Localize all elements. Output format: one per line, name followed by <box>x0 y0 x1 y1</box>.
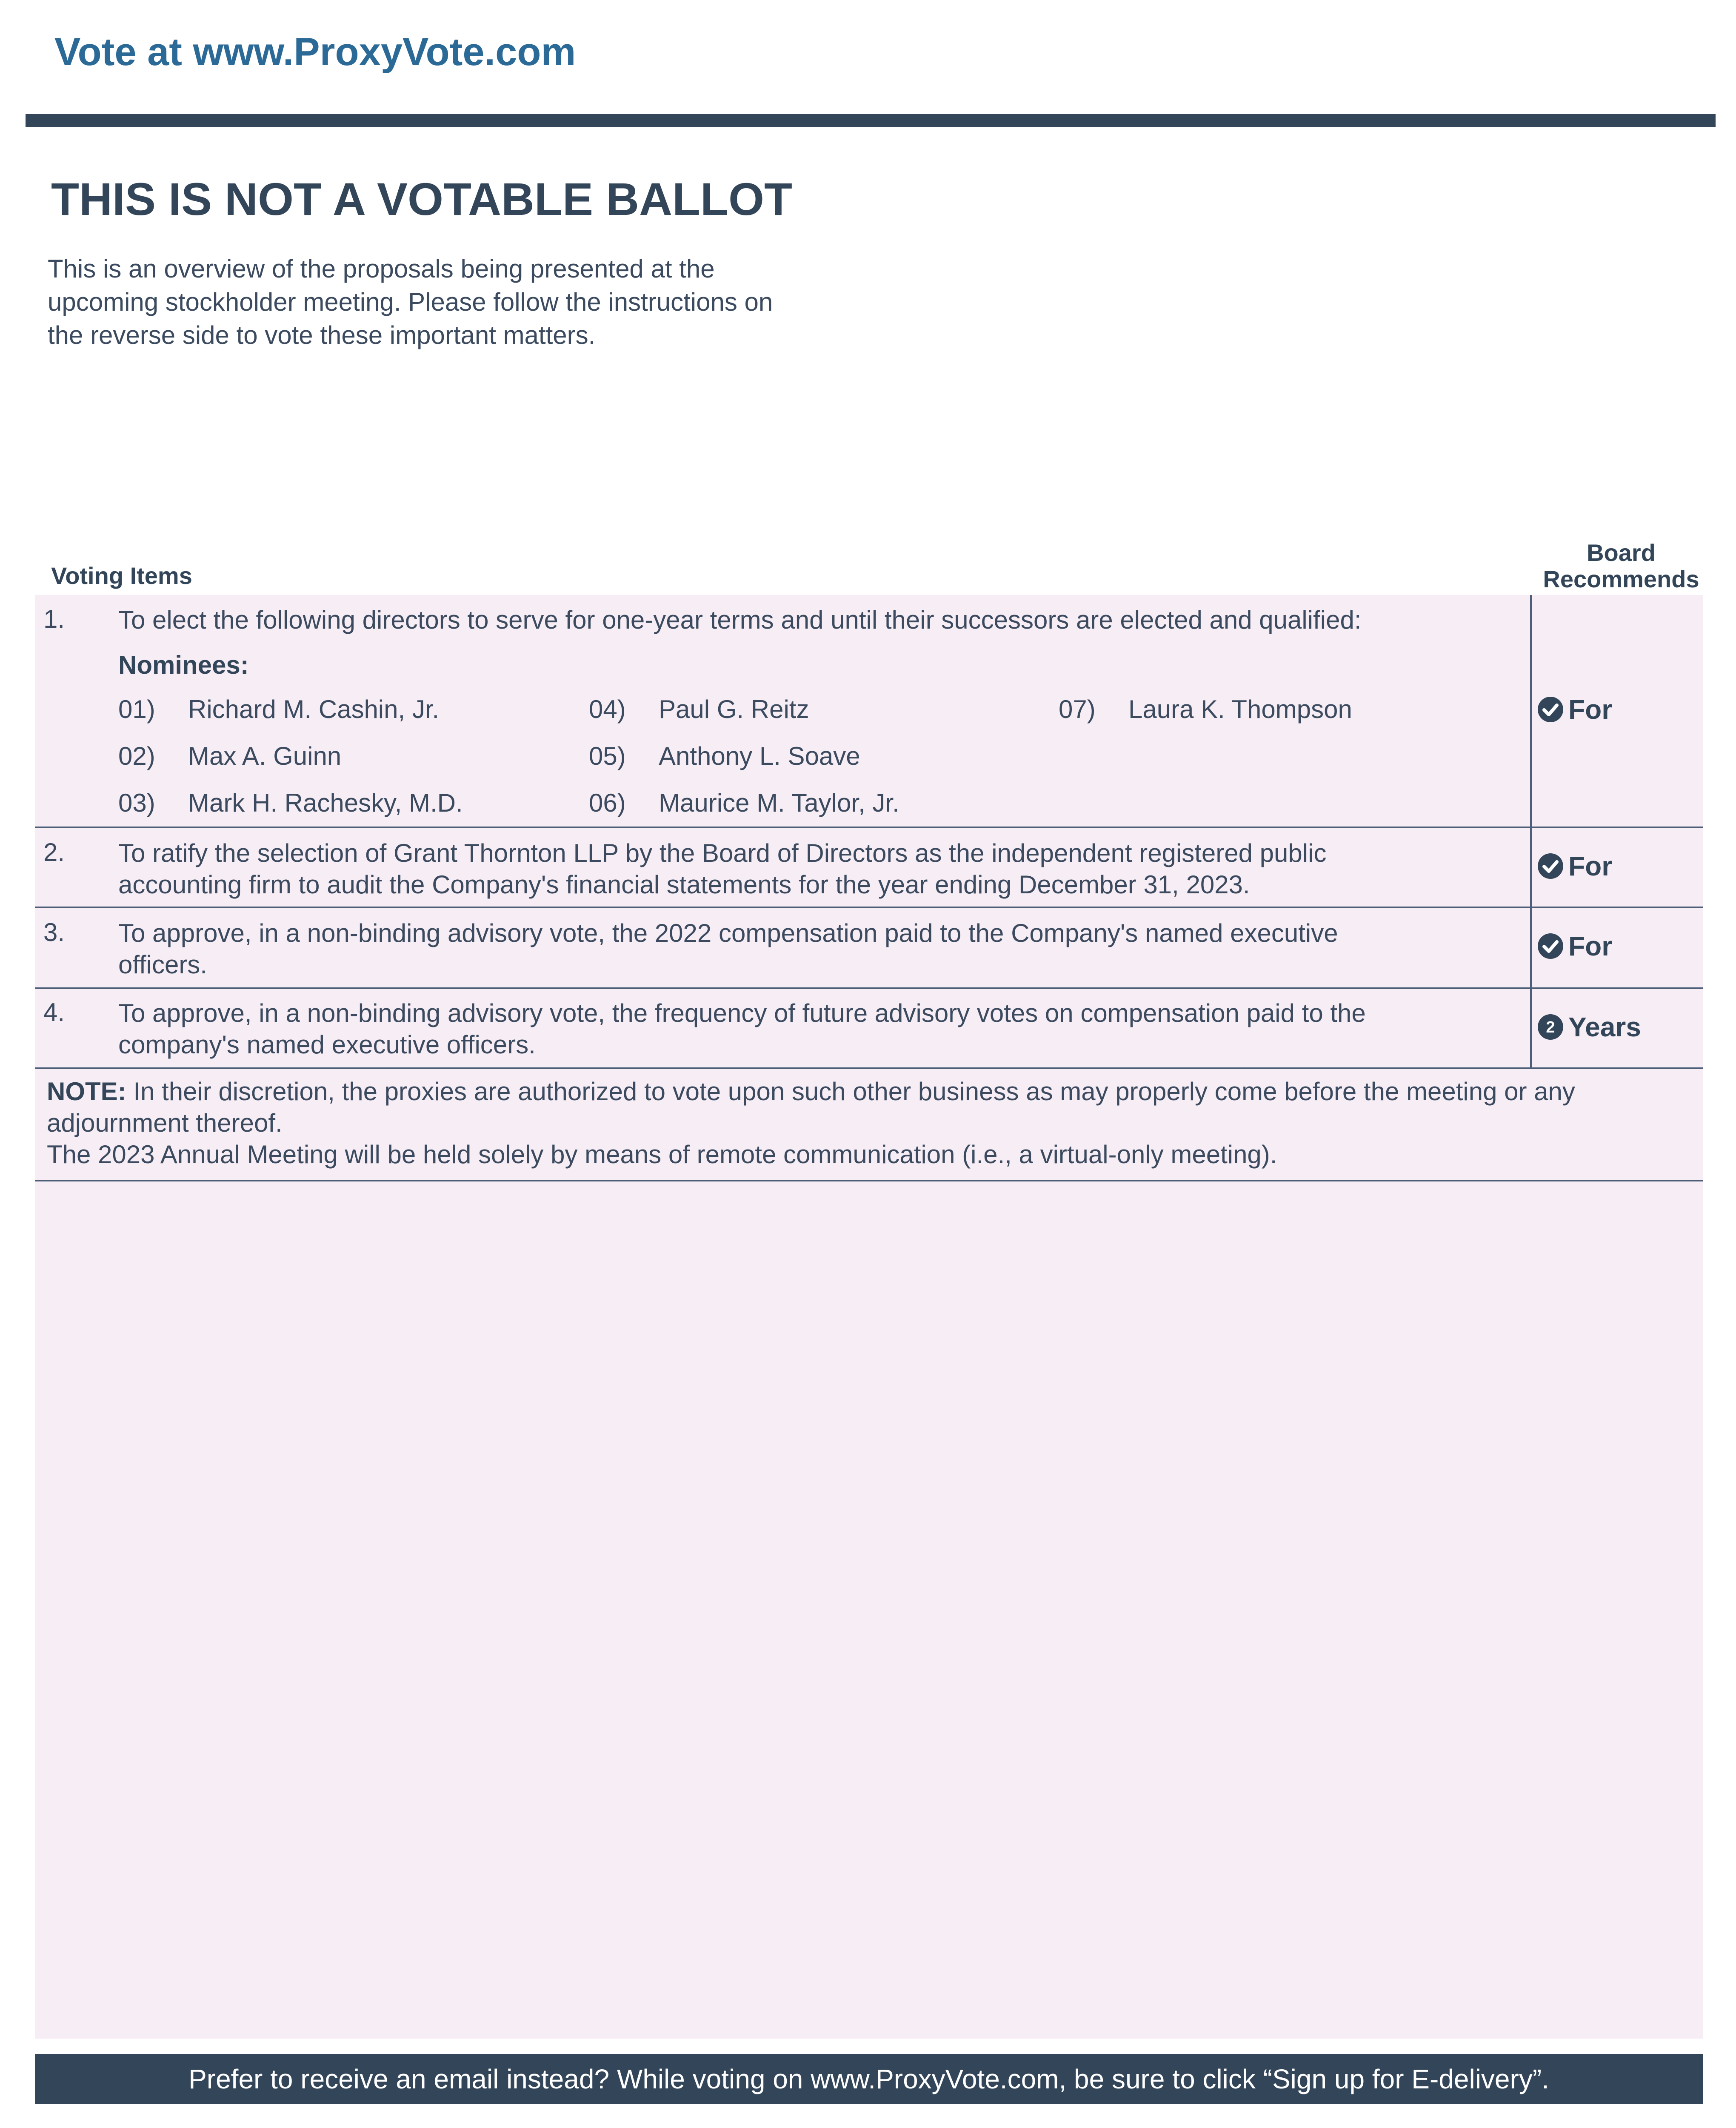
nominee-name: Mark H. Rachesky, M.D. <box>188 789 463 817</box>
recommendation-label: For <box>1568 851 1613 881</box>
overview-line: the reverse side to vote these important matters. <box>48 321 596 349</box>
number-circle-icon <box>1537 1013 1564 1041</box>
proxyvote-link[interactable]: Vote at www.ProxyVote.com <box>54 30 576 74</box>
nominee-name: Paul G. Reitz <box>659 695 809 724</box>
nominee-index: 02) <box>118 742 155 770</box>
item-text-line: officers. <box>118 950 207 979</box>
item-text-line: company's named executive officers. <box>118 1030 536 1059</box>
item-text-line: accounting firm to audit the Company's financial statements for the year ending December 31, 2023. <box>118 870 1250 899</box>
nominee-index: 04) <box>589 695 626 724</box>
recommendation-label: For <box>1568 694 1613 725</box>
nominee-name: Anthony L. Soave <box>659 742 860 770</box>
item-text-line: To approve, in a non-binding advisory vote, the frequency of future advisory votes on compensation paid to the <box>118 999 1366 1027</box>
nominee-index: 07) <box>1059 695 1096 724</box>
item-2-text <box>118 838 1510 901</box>
nominee-name: Max A. Guinn <box>188 742 342 770</box>
voting-items-header: Voting Items <box>51 562 192 589</box>
item-3-text <box>118 918 1510 981</box>
check-circle-icon <box>1537 696 1564 723</box>
row-divider <box>35 987 1703 989</box>
note-body: In their discretion, the proxies are authorized to vote upon such other business as may properly come before the meeting or any adjournment thereof. <box>47 1077 1575 1137</box>
item-4-recommendation <box>1537 1011 1707 1043</box>
overview-line: upcoming stockholder meeting. Please follow the instructions on <box>48 288 773 316</box>
header-divider <box>26 114 1716 127</box>
note-text <box>47 1076 1698 1139</box>
note-block <box>47 1076 1698 1170</box>
item-number: 4. <box>43 998 65 1027</box>
nominee-name: Richard M. Cashin, Jr. <box>188 695 440 724</box>
item-text-line: To approve, in a non-binding advisory vote, the 2022 compensation paid to the Company's named executive <box>118 919 1338 947</box>
nominee-name: Maurice M. Taylor, Jr. <box>659 789 899 817</box>
frequency-badge-number: 2 <box>1546 1018 1555 1036</box>
recommendation-label: For <box>1568 931 1613 961</box>
check-circle-icon <box>1537 852 1564 880</box>
nominees-label: Nominees: <box>118 651 249 679</box>
edelivery-text: Prefer to receive an email instead? While voting on www.ProxyVote.com, be sure to click “Sign up for E-delivery”. <box>188 2064 1549 2094</box>
row-divider <box>35 827 1703 828</box>
nominee-name: Laura K. Thompson <box>1128 695 1352 724</box>
board-header-line: Recommends <box>1543 566 1699 592</box>
item-3-recommendation <box>1537 930 1707 962</box>
meeting-text: The 2023 Annual Meeting will be held solely by means of remote communication (i.e., a virtual-only meeting). <box>47 1140 1277 1169</box>
board-recommends-header <box>1532 540 1710 592</box>
item-text-line: To ratify the selection of Grant Thornton LLP by the Board of Directors as the independent registered public <box>118 839 1327 867</box>
item-number: 1. <box>43 605 65 633</box>
row-divider <box>35 907 1703 908</box>
board-header-line: Board <box>1587 539 1656 566</box>
item-number: 3. <box>43 918 65 947</box>
overview-line: This is an overview of the proposals being presented at the <box>48 255 715 283</box>
check-circle-icon <box>1537 932 1564 960</box>
note-label: NOTE: <box>47 1077 126 1106</box>
note-divider <box>35 1180 1703 1181</box>
item-2-recommendation <box>1537 850 1707 882</box>
recommendation-label: Years <box>1568 1012 1641 1042</box>
item-1-recommendation <box>1537 694 1707 725</box>
recommendation-column-divider <box>1530 595 1532 1068</box>
nominee-index: 05) <box>589 742 626 770</box>
row-divider <box>35 1067 1703 1069</box>
edelivery-banner <box>35 2054 1703 2104</box>
item-4-text <box>118 998 1510 1061</box>
nominee-index: 03) <box>118 789 155 817</box>
nominee-index: 01) <box>118 695 155 724</box>
page-title: THIS IS NOT A VOTABLE BALLOT <box>51 173 792 225</box>
item-1-text: To elect the following directors to serve for one-year terms and until their successors are elected and qualified: <box>118 606 1362 634</box>
item-number: 2. <box>43 838 65 867</box>
overview-text <box>48 252 856 352</box>
nominee-index: 06) <box>589 789 626 817</box>
